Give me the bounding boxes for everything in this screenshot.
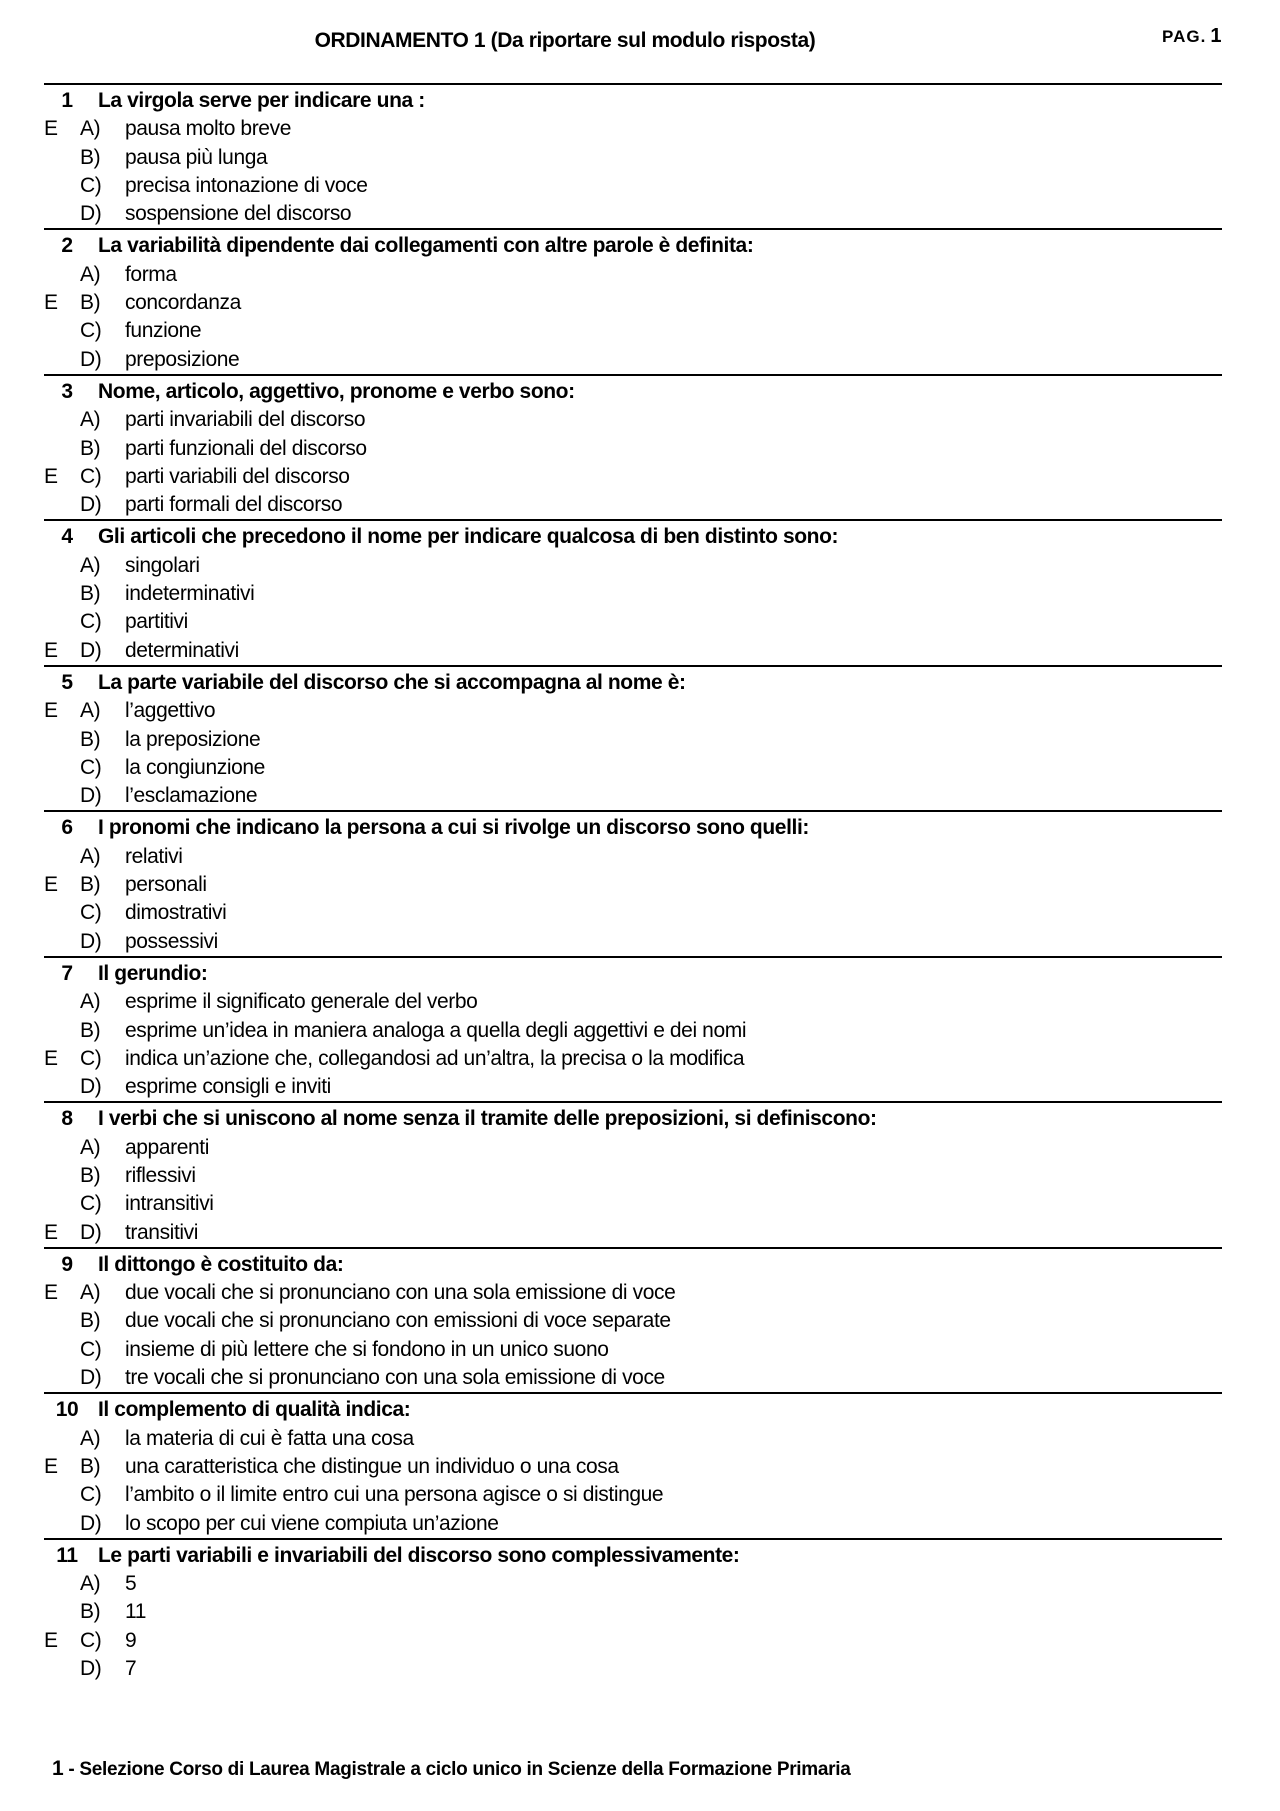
option-text: pausa più lunga [125, 145, 268, 169]
answer-option [44, 899, 1222, 927]
answer-option [44, 928, 1222, 956]
option-letter: A) [80, 990, 101, 1014]
option-text: tre vocali che si pronunciano con una sola emissione di voce [125, 1366, 665, 1390]
option-text: 11 [125, 1600, 146, 1624]
question-text: I verbi che si uniscono al nome senza il tramite delle preposizioni, si definiscono: [98, 1107, 877, 1131]
option-text: la materia di cui è fatta una cosa [125, 1426, 414, 1450]
option-letter: A) [80, 262, 101, 286]
option-text: la congiunzione [125, 755, 265, 779]
answer-option [44, 435, 1222, 463]
question-text: I pronomi che indicano la persona a cui si rivolge un discorso sono quelli: [98, 816, 809, 840]
option-text: parti invariabili del discorso [125, 408, 366, 432]
option-text: esprime il significato generale del verbo [125, 990, 478, 1014]
option-text: la preposizione [125, 727, 261, 751]
option-text: insieme di più lettere che si fondono in un unico suono [125, 1337, 609, 1361]
question-number: 10 [55, 1398, 79, 1422]
option-text: parti formali del discorso [125, 493, 343, 517]
option-letter: C) [80, 755, 102, 779]
question-text: La virgola serve per indicare una : [98, 89, 425, 112]
option-text: l’ambito o il limite entro cui una persona agisce o si distingue [125, 1483, 664, 1507]
question-block [44, 374, 1222, 519]
option-text: preposizione [125, 347, 240, 371]
option-text: possessivi [125, 929, 218, 953]
answer-option [44, 491, 1222, 519]
option-text: indica un’azione che, collegandosi ad un’altra, la precisa o la modifica [125, 1046, 745, 1070]
question-block [44, 1247, 1222, 1392]
question-text: La variabilità dipendente dai collegamenti con altre parole è definita: [98, 234, 754, 258]
answer-option [44, 637, 1222, 665]
answer-option [44, 988, 1222, 1016]
question-row [44, 814, 1222, 842]
question-block [44, 1538, 1222, 1683]
option-text: sospensione del discorso [125, 202, 352, 226]
answer-option [44, 608, 1222, 636]
option-letter: C) [80, 610, 102, 634]
option-text: intransitivi [125, 1192, 214, 1216]
correct-answer-mark: E [44, 1281, 58, 1305]
question-row [44, 378, 1222, 406]
answer-option [44, 1655, 1222, 1683]
option-letter: A) [80, 408, 101, 432]
question-number: 7 [61, 961, 73, 985]
option-letter: B) [80, 1454, 101, 1478]
option-text: relativi [125, 844, 183, 868]
answer-option [44, 1190, 1222, 1218]
answer-option [44, 172, 1222, 200]
answer-option [44, 144, 1222, 172]
option-letter: D) [80, 493, 102, 517]
option-letter: B) [80, 1018, 101, 1042]
answer-option [44, 463, 1222, 491]
question-row [44, 1542, 1222, 1570]
option-letter: C) [80, 1337, 102, 1361]
answer-option [44, 261, 1222, 289]
answer-option [44, 200, 1222, 228]
option-text: 9 [125, 1628, 137, 1652]
correct-answer-mark: E [44, 1628, 58, 1652]
option-letter: D) [80, 1366, 102, 1390]
correct-answer-mark: E [44, 464, 58, 488]
answer-option [44, 1336, 1222, 1364]
option-letter: D) [80, 1220, 102, 1244]
option-letter: D) [80, 784, 102, 808]
option-text: l’esclamazione [125, 784, 258, 808]
answer-option [44, 726, 1222, 754]
option-letter: D) [80, 1511, 102, 1535]
question-row [44, 232, 1222, 260]
question-block [44, 1392, 1222, 1537]
question-text: Il gerundio: [98, 961, 208, 985]
option-letter: B) [80, 436, 101, 460]
correct-answer-mark: E [44, 1046, 58, 1070]
question-row [44, 1251, 1222, 1279]
question-row [44, 87, 1222, 115]
option-text: parti funzionali del discorso [125, 436, 367, 460]
question-number: 8 [61, 1107, 73, 1131]
answer-option [44, 346, 1222, 374]
answer-option [44, 406, 1222, 434]
answer-option [44, 1162, 1222, 1190]
answer-option [44, 754, 1222, 782]
option-letter: B) [80, 727, 101, 751]
option-text: parti variabili del discorso [125, 464, 350, 488]
question-number: 2 [61, 234, 73, 258]
question-number: 9 [61, 1252, 73, 1276]
question-row [44, 669, 1222, 697]
answer-option [44, 115, 1222, 143]
question-number: 4 [61, 525, 73, 549]
page-number-label [1162, 25, 1222, 48]
answer-option [44, 1279, 1222, 1307]
question-block [44, 519, 1222, 664]
answer-option [44, 843, 1222, 871]
answer-option [44, 1453, 1222, 1481]
option-letter: D) [80, 929, 102, 953]
option-letter: D) [80, 1075, 102, 1099]
answer-option [44, 1364, 1222, 1392]
answer-option [44, 1307, 1222, 1335]
option-text: pausa molto breve [125, 117, 291, 141]
option-letter: A) [80, 1572, 101, 1596]
question-number: 3 [61, 379, 73, 403]
option-text: precisa intonazione di voce [125, 173, 368, 197]
answer-option [44, 1425, 1222, 1453]
option-letter: A) [80, 1135, 101, 1159]
option-letter: A) [80, 1426, 101, 1450]
correct-answer-mark: E [44, 699, 58, 723]
option-text: riflessivi [125, 1163, 196, 1187]
option-text: apparenti [125, 1135, 209, 1159]
option-text: determinativi [125, 638, 239, 662]
question-text: Il dittongo è costituito da: [98, 1252, 344, 1276]
answer-option [44, 317, 1222, 345]
option-letter: A) [80, 1281, 101, 1305]
answer-option [44, 289, 1222, 317]
option-letter: D) [80, 638, 102, 662]
option-text: concordanza [125, 291, 241, 315]
question-block [44, 956, 1222, 1101]
question-list [44, 83, 1222, 1683]
question-text: La parte variabile del discorso che si accompagna al nome è: [98, 670, 686, 694]
option-text: funzione [125, 319, 202, 343]
option-text: 7 [125, 1657, 137, 1681]
correct-answer-mark: E [44, 873, 58, 897]
option-letter: C) [80, 901, 102, 925]
option-text: due vocali che si pronunciano con emissioni di voce separate [125, 1309, 671, 1333]
question-text: Gli articoli che precedono il nome per indicare qualcosa di ben distinto sono: [98, 525, 839, 549]
answer-option [44, 1598, 1222, 1626]
option-text: esprime consigli e inviti [125, 1075, 331, 1099]
answer-option [44, 580, 1222, 608]
answer-option [44, 697, 1222, 725]
option-text: una caratteristica che distingue un individuo o una cosa [125, 1454, 619, 1478]
question-text: Le parti variabili e invariabili del discorso sono complessivamente: [98, 1543, 740, 1567]
option-letter: B) [80, 1163, 101, 1187]
option-letter: A) [80, 553, 101, 577]
option-letter: D) [80, 202, 102, 226]
option-text: due vocali che si pronunciano con una sola emissione di voce [125, 1281, 676, 1305]
answer-option [44, 1219, 1222, 1247]
correct-answer-mark: E [44, 638, 58, 662]
answer-option [44, 1045, 1222, 1073]
page-number-value: 1 [1210, 25, 1223, 47]
answer-option [44, 782, 1222, 810]
option-letter: A) [80, 844, 101, 868]
question-block [44, 665, 1222, 810]
option-letter: C) [80, 1483, 102, 1507]
correct-answer-mark: E [44, 117, 58, 141]
question-number: 1 [61, 89, 73, 112]
option-text: forma [125, 262, 177, 286]
option-letter: B) [80, 291, 101, 315]
option-text: partitivi [125, 610, 188, 634]
option-letter: C) [80, 1628, 102, 1652]
answer-option [44, 1017, 1222, 1045]
option-letter: B) [80, 1309, 101, 1333]
option-text: l’aggettivo [125, 699, 216, 723]
page-label: PAG. [1162, 27, 1207, 46]
option-letter: C) [80, 1192, 102, 1216]
correct-answer-mark: E [44, 291, 58, 315]
correct-answer-mark: E [44, 1220, 58, 1244]
option-text: personali [125, 873, 207, 897]
question-number: 5 [61, 670, 73, 694]
option-letter: C) [80, 464, 102, 488]
option-letter: C) [80, 319, 102, 343]
question-number: 6 [61, 816, 73, 840]
answer-option [44, 1570, 1222, 1598]
page-footer [52, 1757, 850, 1781]
correct-answer-mark: E [44, 1454, 58, 1478]
answer-option [44, 1134, 1222, 1162]
answer-option [44, 1073, 1222, 1101]
option-text: dimostrativi [125, 901, 227, 925]
option-letter: C) [80, 173, 102, 197]
option-letter: B) [80, 582, 101, 606]
question-row [44, 1105, 1222, 1133]
question-number: 11 [56, 1543, 78, 1567]
footer-page-number: 1 [52, 1757, 64, 1780]
answer-option [44, 1627, 1222, 1655]
answer-option [44, 871, 1222, 899]
question-row [44, 960, 1222, 988]
page-title: ORDINAMENTO 1 (Da riportare sul modulo risposta) [314, 29, 816, 52]
footer-text: - Selezione Corso di Laurea Magistrale a ciclo unico in Scienze della Formazione Primaria [68, 1759, 851, 1780]
option-text: indeterminativi [125, 582, 255, 606]
option-text: esprime un’idea in maniera analoga a quella degli aggettivi e dei nomi [125, 1018, 747, 1042]
question-row [44, 523, 1222, 551]
option-letter: D) [80, 1657, 102, 1681]
option-text: singolari [125, 553, 200, 577]
option-letter: A) [80, 699, 101, 723]
question-row [44, 1396, 1222, 1424]
question-block [44, 810, 1222, 955]
option-text: transitivi [125, 1220, 199, 1244]
answer-option [44, 1481, 1222, 1509]
option-letter: C) [80, 1046, 102, 1070]
answer-option [44, 552, 1222, 580]
option-letter: B) [80, 145, 101, 169]
option-letter: A) [80, 117, 101, 141]
option-letter: D) [80, 347, 102, 371]
option-text: 5 [125, 1572, 137, 1596]
option-letter: B) [80, 1600, 101, 1624]
question-text: Nome, articolo, aggettivo, pronome e verbo sono: [98, 379, 575, 403]
answer-option [44, 1510, 1222, 1538]
question-block [44, 1101, 1222, 1246]
option-text: lo scopo per cui viene compiuta un’azione [125, 1511, 499, 1535]
question-block [44, 228, 1222, 373]
question-block [44, 83, 1222, 228]
question-text: Il complemento di qualità indica: [98, 1398, 411, 1422]
option-letter: B) [80, 873, 101, 897]
